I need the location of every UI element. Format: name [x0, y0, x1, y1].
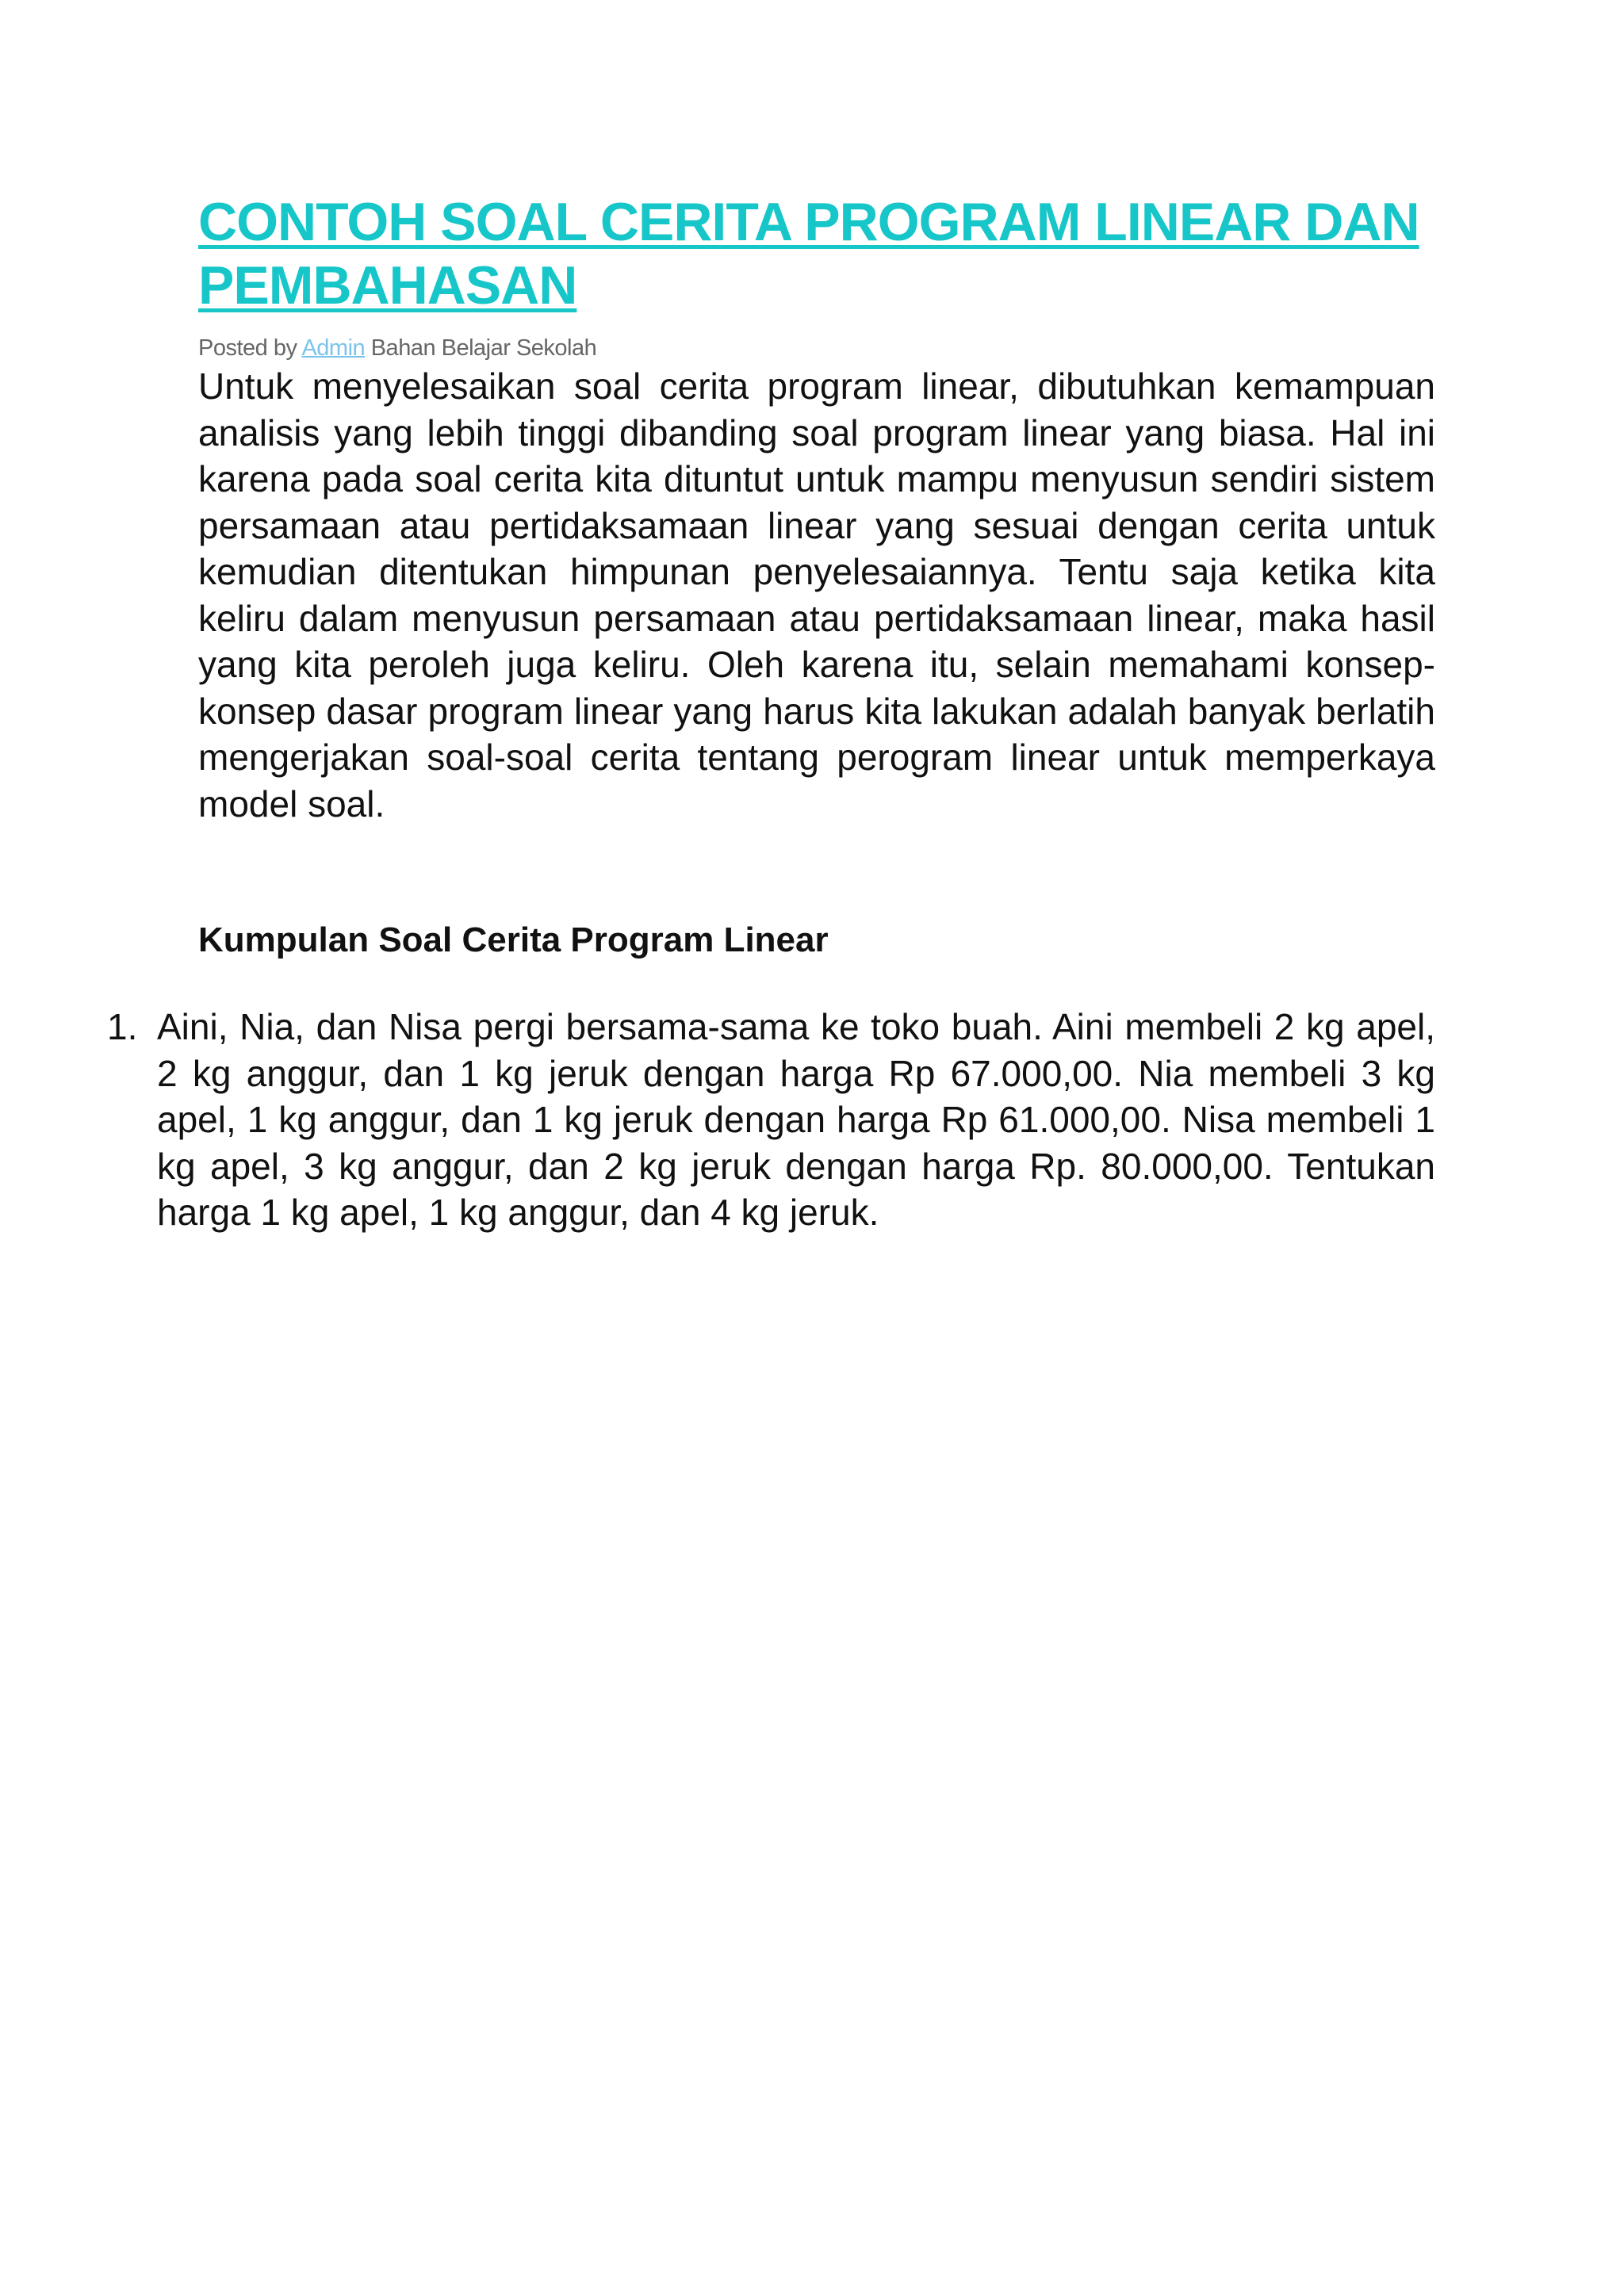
document-title[interactable]: CONTOH SOAL CERITA PROGRAM LINEAR DAN PEMBAHASAN [198, 192, 1419, 316]
section-heading: Kumpulan Soal Cerita Program Linear [198, 920, 829, 959]
author-link[interactable]: Admin [301, 335, 366, 361]
problem-text: Aini, Nia, dan Nisa pergi bersama-sama ke toko buah. Aini membeli 2 kg apel, 2 kg anggur, dan 1 kg jeruk dengan harga Rp 67.000,00. Nia membeli 3 kg apel, 1 kg anggur, dan 1 kg jeruk dengan harga Rp 61.000,00. Nisa membeli 1 kg apel, 3 kg anggur, dan 2 kg jeruk dengan harga Rp. 80.000,00. Tentukan harga 1 kg apel, 1 kg anggur, dan 4 kg jeruk. [157, 1006, 1435, 1233]
intro-paragraph: Untuk menyelesaikan soal cerita program linear, dibutuhkan kemampuan analisis yang lebih tinggi dibanding soal program linear yang biasa. Hal ini karena pada soal cerita kita dituntut untuk mampu menyusun sendiri sistem persamaan atau pertidaksamaan linear yang sesuai dengan cerita untuk kemudian ditentukan himpunan penyelesaiannya. Tentu saja ketika kita keliru dalam menyusun persamaan atau pertidaksamaan linear, maka hasil yang kita peroleh juga keliru. Oleh karena itu, selain memahami konsep-konsep dasar program linear yang harus kita lakukan adalah banyak berlatih mengerjakan soal-soal cerita tentang perogram linear untuk memperkaya model soal. [198, 365, 1435, 825]
byline-prefix: Posted by [198, 335, 297, 361]
problem-number: 1. [107, 1006, 138, 1047]
problem-list [107, 1004, 1435, 1236]
byline-category: Bahan Belajar Sekolah [370, 335, 597, 361]
problem-item [107, 1004, 1435, 1236]
post-byline [198, 334, 596, 362]
